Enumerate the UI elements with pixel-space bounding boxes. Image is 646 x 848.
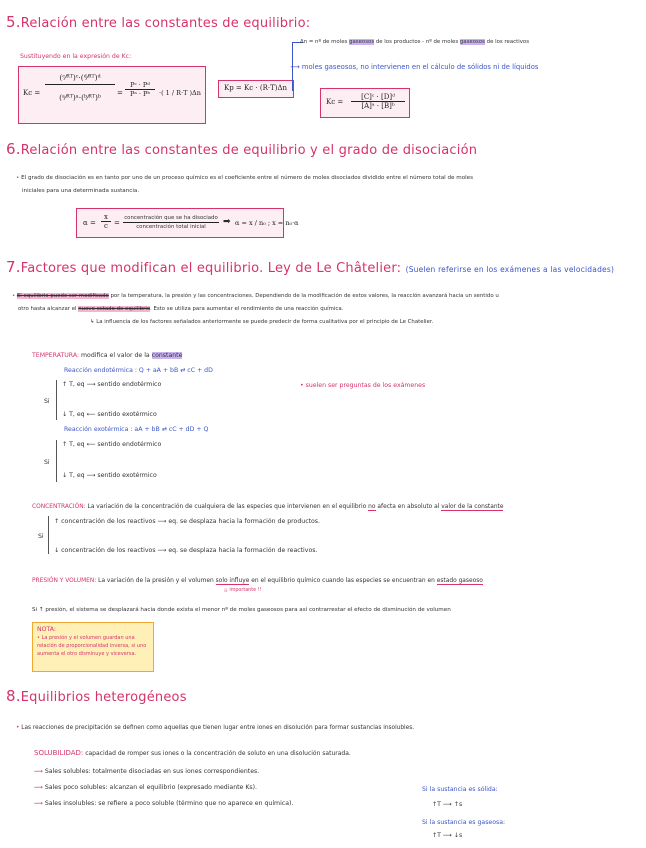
- concentration-no: no: [368, 504, 376, 510]
- paragraph-text: La influencia de los factores señalados anteriormente se puede predecir de forma cualitativa por el principio de Le Chatelier.: [96, 319, 434, 325]
- endothermic-equation: Q + aA + bB ⇄ cC + dD: [138, 367, 213, 374]
- dissociation-text-1: El grado de disociación es en tanto por uno de un proceso químico es el coeficiente entre el número de moles disociados dividido entre el número total de moles: [21, 175, 474, 181]
- bullet-icon: •: [16, 725, 22, 731]
- concentration-text-2: afecta en absoluto al: [377, 504, 440, 510]
- gaseous-state-underline: estado gaseoso: [436, 578, 483, 584]
- highlight-gaseosos-2: gaseosos: [459, 39, 485, 45]
- endothermic-up: ↑ T, eq ⟶ sentido endotérmico: [62, 381, 162, 388]
- exothermic-line: [64, 425, 208, 434]
- paragraph-text: . Esto se utiliza para aumentar el rendimiento de una reacción química.: [150, 306, 344, 312]
- exam-note: • suelen ser preguntas de los exámenes: [300, 382, 426, 389]
- section-number: 5.: [6, 13, 21, 31]
- solubility-text: capacidad de romper sus iones o la concentración de soluto en una disolución saturada.: [85, 750, 351, 757]
- kc-concentration-box: [320, 88, 410, 118]
- salt-type-soluble: [34, 767, 259, 776]
- exothermic-title: Reacción exotérmica :: [64, 426, 133, 433]
- note-title: NOTA:: [37, 626, 57, 633]
- alpha-label: α =: [83, 219, 96, 227]
- concentration-down: ↓ concentración de los reactivos ⟶ eq. se desplaza hacia la formación de reactivos.: [54, 547, 318, 554]
- paragraph-text: por la temperatura, la presión y las concentraciones. Dependiendo de la modificación de estos valores, la reacción avanzará hacia un sentido u: [110, 293, 499, 299]
- kc-fraction: [45, 73, 115, 102]
- alpha-c: c: [104, 222, 108, 230]
- wavy-arrow-icon: ⟿: [34, 800, 45, 807]
- alpha-x-relation: α = x / n₀ ; x = n₀·α: [235, 219, 299, 227]
- concentration-label: CONCENTRACIÓN:: [32, 504, 86, 510]
- highlight-gaseosos: gaseosos: [349, 39, 375, 45]
- alpha-x: x: [101, 213, 111, 222]
- alpha-word-bottom: concentración total inicial: [136, 224, 206, 230]
- note-text: • La presión y el volumen guardan una relación de proporcionalidad inversa, si uno aumenta el otro disminuye y viceversa.: [37, 635, 147, 657]
- kc-numerator: (ᶜ⁄ᴿᵀ)ᶜ·(ᵈ⁄ᴿᵀ)ᵈ: [45, 73, 115, 85]
- arrow-icon: ⟶: [290, 63, 302, 71]
- kc-label: Kc =: [23, 89, 41, 97]
- brace-icon: [56, 380, 57, 420]
- section-title-text: Relación entre las constantes de equilibrio:: [20, 16, 311, 31]
- constant-value-underline: valor de la constante: [441, 504, 504, 510]
- exothermic-down: ↓ T, eq ⟶ sentido exotérmico: [62, 472, 157, 479]
- kc-rt-factor: ·( 1 / R·T )Δn: [159, 89, 201, 97]
- salt-type-text: Sales solubles: totalmente disociadas en sus iones correspondientes.: [44, 768, 260, 775]
- section-7-title: [6, 258, 614, 276]
- kc-derivation-box: [18, 66, 206, 124]
- salt-type-text: Sales insolubles: se refiere a poco soluble (término que no aparece en química).: [44, 800, 294, 807]
- solo-influye-underline: solo influye: [215, 578, 250, 584]
- gas-moles-note-text: moles gaseosos, no intervienen en el cálculo de sólidos ni de líquidos: [301, 63, 539, 71]
- kc-pressure-top: Pᶜ · Pᵈ: [125, 81, 155, 90]
- struck-text: El equilibrio puede ser modificado: [16, 293, 109, 299]
- gas-substance-title: Si la sustancia es gaseosa:: [422, 819, 506, 826]
- kc2-label: Kc =: [326, 98, 344, 106]
- temperature-line: [32, 351, 182, 360]
- bullet-icon: •: [12, 293, 17, 299]
- endothermic-line: [64, 366, 213, 375]
- si-label: Si: [44, 459, 50, 466]
- kc-denominator: (ᵃ⁄ᴿᵀ)ᵃ·(ᵇ⁄ᴿᵀ)ᵇ: [59, 93, 101, 102]
- paragraph-text: otro hasta alcanzar el: [18, 306, 77, 312]
- section-title-text: Factores que modifican el equilibrio. Ley de Le Châtelier:: [20, 261, 402, 276]
- salt-type-insoluble: [34, 799, 293, 808]
- gas-moles-note: [290, 63, 538, 72]
- le-chatelier-paragraph-1: [12, 292, 499, 301]
- delta-n-text-mid: de los productos - nº de moles: [375, 39, 459, 45]
- si-label: Si: [38, 533, 44, 540]
- concentration-line: [32, 503, 503, 512]
- exothermic-up: ↑ T, eq ⟵ sentido endotérmico: [62, 441, 162, 448]
- alpha-word-fraction: [123, 214, 219, 231]
- solid-substance-relation: ↑T ⟶ ↑s: [432, 801, 463, 808]
- kc-pressure-bottom: Pᵃ · Pᵇ: [129, 90, 151, 98]
- kc2-fraction: [351, 93, 405, 110]
- concentration-text: La variación de la concentración de cualquiera de las especies que intervienen en el equilibrio: [87, 504, 367, 510]
- section-title-text: Equilibrios heterogéneos: [20, 690, 187, 705]
- section-7-subtitle: (Suelen referirse en los exámenes a las velocidades): [405, 265, 615, 274]
- section-8-title: [6, 687, 187, 705]
- pressure-increase-text: Si ↑ presión, el sistema se desplazará hacia donde exista el menor nº de moles gaseosos para así contrarrestar el efecto de disminución de volumen: [32, 607, 451, 613]
- dissociation-paragraph-line-2: iniciales para una determinada sustancia.: [22, 188, 140, 194]
- endothermic-down: ↓ T, eq ⟵ sentido exotérmico: [62, 411, 157, 418]
- precipitation-intro: [16, 724, 414, 733]
- pressure-text: La variación de la presión y el volumen: [98, 578, 214, 584]
- delta-n-text: Δn = nº de moles: [300, 39, 348, 45]
- solubility-line: [34, 749, 351, 758]
- section-6-title: [6, 140, 477, 158]
- gas-substance-relation: ↑T ⟶ ↓s: [432, 832, 463, 839]
- exothermic-equation: aA + bB ⇄ cC + dD + Q: [134, 426, 209, 433]
- note-box: [32, 622, 154, 672]
- arrow-right-icon: ➡: [223, 217, 231, 227]
- kc2-top: [C]ᶜ · [D]ᵈ: [351, 93, 405, 102]
- dissociation-paragraph-line-1: [16, 174, 473, 183]
- important-note: ¡¡ importante !!: [224, 588, 262, 593]
- delta-n-definition: [300, 38, 529, 47]
- endothermic-title: Reacción endotérmica :: [64, 367, 137, 374]
- section-number: 8.: [6, 687, 21, 705]
- si-label: Si: [44, 398, 50, 405]
- kc2-bottom: [A]ᵃ · [B]ᵇ: [361, 102, 395, 110]
- salt-type-low-soluble: [34, 783, 257, 792]
- alpha-formula-box: [76, 208, 299, 238]
- pressure-line: [32, 577, 483, 586]
- kp-formula: Kp = Kc · (R·T)Δn: [224, 84, 288, 92]
- brace-icon: [48, 516, 49, 554]
- le-chatelier-paragraph-2: [18, 305, 343, 314]
- temperature-label: TEMPERATURA:: [32, 352, 80, 359]
- solid-substance-title: Si la sustancia es sólida:: [422, 786, 498, 793]
- equals-sign: =: [114, 219, 120, 227]
- le-chatelier-paragraph-3: [90, 318, 433, 327]
- temperature-text: modifica el valor de la: [81, 352, 150, 359]
- kc-pressure-fraction: [125, 81, 155, 98]
- substituting-label: Sustituyendo en la expresión de Kc:: [20, 53, 132, 60]
- brace-icon: [56, 440, 57, 482]
- precipitation-intro-text: Las reacciones de precipitación se definen como aquellas que tienen lugar entre iones en disolución para formar sustancias insolubles.: [21, 725, 415, 731]
- alpha-xc-fraction: [101, 213, 111, 230]
- bullet-icon: •: [16, 175, 22, 181]
- pressure-label: PRESIÓN Y VOLUMEN:: [32, 578, 97, 584]
- salt-type-text: Sales poco solubles: alcanzan el equilibrio (expresado mediante Ks).: [44, 784, 257, 791]
- section-title-text: Relación entre las constantes de equilibrio y el grado de disociación: [20, 143, 478, 158]
- constant-highlight: constante: [151, 352, 183, 359]
- alpha-word-top: concentración que se ha disociado: [124, 215, 218, 221]
- kp-formula-box: [218, 80, 294, 98]
- delta-n-text-end: de los reactivos: [486, 39, 530, 45]
- section-number: 6.: [6, 140, 21, 158]
- pressure-text-2: en el equilibrio químico cuando las especies se encuentran en: [251, 578, 435, 584]
- equals-sign: =: [117, 89, 123, 97]
- corner-arrow-icon: ↳: [90, 319, 97, 325]
- section-5-title: [6, 13, 310, 31]
- concentration-up: ↑ concentración de los reactivos ⟶ eq. se desplaza hacia la formación de productos.: [54, 518, 320, 525]
- struck-text: nuevo estado de equilibrio: [78, 306, 151, 312]
- solubility-label: SOLUBILIDAD:: [34, 749, 84, 757]
- wavy-arrow-icon: ⟿: [34, 784, 45, 791]
- section-number: 7.: [6, 258, 21, 276]
- wavy-arrow-icon: ⟿: [34, 768, 45, 775]
